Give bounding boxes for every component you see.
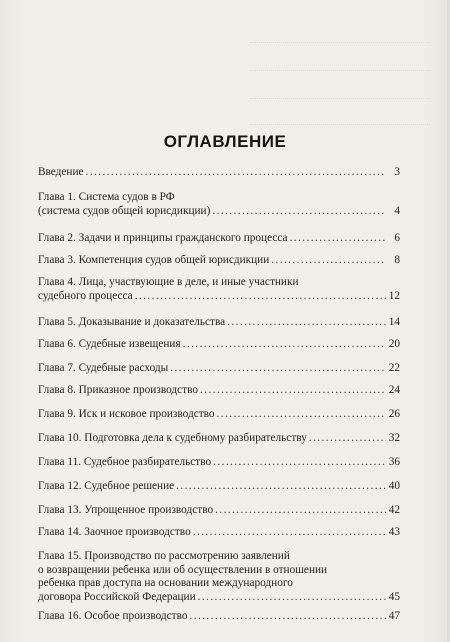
dot-leader [227,316,386,330]
dot-leader [213,456,386,470]
toc-entry-line [38,408,400,422]
toc-entry-line [38,362,400,376]
toc-entry-text: Глава 16. Особое производство [38,610,188,622]
toc-entry-text: Глава 13. Упрощенное производство [38,504,214,516]
toc-entry[interactable] [38,456,400,470]
toc-entry-line [38,591,400,605]
toc-entry-line [38,564,400,578]
toc-entry-text: Глава 14. Заочное производство [38,526,191,538]
show-through-line [250,70,430,71]
toc-entry-line [38,205,400,219]
toc-page-number: 47 [388,610,400,622]
toc-entry-text: Глава 2. Задачи и принципы гражданского процесса [38,232,288,244]
toc-title: ОГЛАВЛЕНИЕ [163,132,287,151]
toc-entry-text: Глава 11. Судебное разбирательство [38,456,212,468]
dot-leader [86,166,386,180]
toc-page-number: 4 [394,204,400,217]
dot-leader [271,254,386,268]
toc-entry-line [38,276,400,290]
toc-page-number: 45 [388,590,400,603]
toc-entry[interactable] [38,432,400,446]
toc-entry-line [38,384,400,398]
show-through-line [250,98,430,99]
show-through-line [250,124,430,125]
toc-entry[interactable] [38,191,400,218]
toc-entry-line [38,191,400,205]
toc-entry[interactable] [38,338,400,352]
toc-entry-line [38,550,400,564]
toc-page-number: 3 [394,166,400,178]
toc-entry-line [38,432,400,446]
toc-page-number: 32 [388,432,400,444]
toc-page-number: 36 [388,456,400,468]
toc-entry[interactable] [38,480,400,494]
toc-entry[interactable] [38,408,400,422]
toc-entry-text: Глава 6. Судебные извещения [38,338,181,350]
toc-page-number: 40 [388,480,400,492]
page-edge-shadow [447,0,449,642]
toc-entry[interactable] [38,384,400,398]
dot-leader [183,338,386,352]
toc-entry[interactable] [38,550,400,604]
toc-entry[interactable] [38,504,400,518]
toc-entry-line [38,232,400,246]
toc-entry-line [38,577,400,591]
toc-entry[interactable] [38,316,400,330]
toc-page-number: 14 [388,316,400,328]
toc-entry-text: Глава 1. Система судов в РФ [38,191,175,203]
toc-entry-text: ребенка прав доступа на основании международного [38,577,293,590]
toc-entry-line [38,254,400,268]
toc-entry-text: (система судов общей юрисдикции) [38,204,211,217]
toc-entry[interactable] [38,526,400,540]
dot-leader [198,591,386,605]
toc-entry[interactable] [38,254,400,268]
toc-entry-text: Глава 12. Судебное решение [38,480,175,492]
toc-entry-line [38,504,400,518]
dot-leader [309,432,386,446]
toc-entry-text: о возвращении ребенка или об осуществлении в отношении [38,563,328,576]
toc-entry-text: Глава 7. Судебные расходы [38,362,169,374]
toc-entry-text: Введение [38,166,84,178]
toc-page-number: 24 [388,384,400,396]
dot-leader [193,526,386,540]
dot-leader [215,504,386,518]
toc-page-number: 6 [394,232,400,244]
toc-entry-line [38,290,400,304]
toc-page-number: 20 [388,338,400,350]
dot-leader [170,362,386,376]
toc-entry[interactable] [38,166,400,180]
toc-entry-text: Глава 9. Иск и исковое производство [38,408,215,420]
dot-leader [135,290,386,304]
toc-entry-line [38,526,400,540]
toc-entry[interactable] [38,610,400,624]
toc-entry[interactable] [38,362,400,376]
toc-entry[interactable] [38,276,400,303]
toc-entry-line [38,316,400,330]
toc-entry-line [38,456,400,470]
toc-entry-text: Глава 4. Лица, участвующие в деле, и иные участники [38,276,299,288]
toc-entry[interactable] [38,232,400,246]
toc-entry-text: Глава 8. Приказное производство [38,384,199,396]
toc-entry-text: договора Российской Федерации [38,590,196,603]
toc-entry-text: судебного процесса [38,289,133,302]
toc-entry-text: Глава 10. Подготовка дела к судебному разбирательству [38,432,307,444]
toc-page-number: 43 [388,526,400,538]
dot-leader [176,480,386,494]
toc-page-number: 42 [388,504,400,516]
toc-page-number: 12 [388,289,400,302]
toc-entry-line [38,480,400,494]
show-through-line [250,42,430,43]
toc-entry-text: Глава 3. Компетенция судов общей юрисдикции [38,254,270,266]
dot-leader [212,205,386,219]
toc-entry-text: Глава 15. Производство по рассмотрению заявлений [38,550,290,562]
toc-entry-text: Глава 5. Доказывание и доказательства [38,316,226,328]
dot-leader [190,610,386,624]
dot-leader [217,408,386,422]
dot-leader [290,232,386,246]
toc-entry-line [38,338,400,352]
toc-entry-line [38,610,400,624]
toc-page-number: 26 [388,408,400,420]
dot-leader [200,384,386,398]
toc-entry-line [38,166,400,180]
toc-page-number: 8 [394,254,400,266]
toc-page-number: 22 [388,362,400,374]
